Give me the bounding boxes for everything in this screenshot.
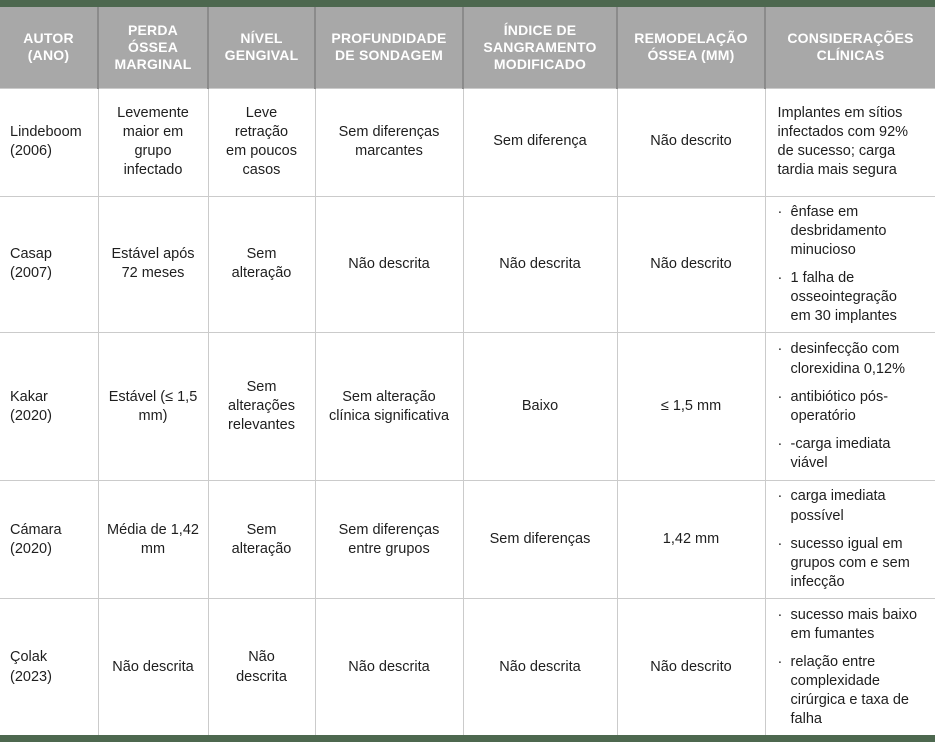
bullet-text: carga imediata possível [790, 488, 886, 524]
cell-remodelacao-ossea: Não descrito [617, 599, 765, 735]
author-year: (2023) [10, 668, 52, 685]
column-header-nivel-gengival: NÍVEL GENGIVAL [208, 7, 315, 88]
header-row [0, 7, 935, 88]
column-header-profundidade-de-sondagem: PROFUNDIDADE DE SONDAGEM [315, 7, 463, 88]
bullet-dot-icon: · [777, 606, 783, 623]
author-year: (2020) [10, 540, 52, 557]
cell-indice-sangramento: Não descrita [463, 196, 617, 333]
bullet-item [778, 340, 920, 378]
cell-consideracoes-clinicas [765, 88, 935, 196]
cell-perda-ossea-marginal: Média de 1,42 mm [98, 481, 208, 599]
bullet-text: antibiótico pós-operatório [790, 388, 889, 424]
column-header-consideracoes-clinicas: CONSIDERAÇÕES CLÍNICAS [765, 7, 935, 88]
bullet-dot-icon: · [777, 203, 783, 220]
cell-autor [0, 88, 98, 196]
bullet-dot-icon: · [777, 269, 783, 286]
table-header [0, 7, 935, 88]
consideracoes-bullet-list [778, 487, 920, 592]
cell-consideracoes-clinicas [765, 599, 935, 735]
cell-consideracoes-clinicas [765, 481, 935, 599]
table-row [0, 599, 935, 735]
cell-perda-ossea-marginal: Levemente maior em grupo infectado [98, 88, 208, 196]
cell-consideracoes-clinicas [765, 196, 935, 333]
author-name: Cámara [10, 521, 62, 538]
cell-indice-sangramento: Não descrita [463, 599, 617, 735]
bullet-text: sucesso igual em grupos com e sem infecção [790, 535, 910, 590]
cell-profundidade-sondagem: Não descrita [315, 599, 463, 735]
cell-perda-ossea-marginal: Não descrita [98, 599, 208, 735]
cell-perda-ossea-marginal: Estável após 72 meses [98, 196, 208, 333]
author-year: (2007) [10, 265, 52, 282]
author-name: Çolak [10, 649, 48, 666]
author-name: Casap [10, 246, 52, 263]
bullet-dot-icon: · [777, 388, 783, 405]
cell-consideracoes-clinicas [765, 333, 935, 481]
cell-profundidade-sondagem: Sem diferenças marcantes [315, 88, 463, 196]
bullet-item [778, 653, 920, 730]
table-body [0, 88, 935, 735]
bullet-item [778, 388, 920, 426]
bullet-dot-icon: · [777, 653, 783, 670]
cell-autor [0, 333, 98, 481]
bullet-dot-icon: · [777, 341, 783, 358]
cell-remodelacao-ossea: 1,42 mm [617, 481, 765, 599]
cell-remodelacao-ossea: ≤ 1,5 mm [617, 333, 765, 481]
bullet-text: relação entre complexidade cirúrgica e taxa de falha [790, 653, 909, 728]
cell-nivel-gengival: Sem alteração [208, 196, 315, 333]
cell-profundidade-sondagem: Sem alteração clínica significativa [315, 333, 463, 481]
cell-nivel-gengival: Sem alteração [208, 481, 315, 599]
table-row [0, 333, 935, 481]
bottom-accent-bar [0, 735, 935, 742]
bullet-dot-icon: · [777, 435, 783, 452]
consideracoes-bullet-list [778, 606, 920, 730]
table-row [0, 88, 935, 196]
cell-perda-ossea-marginal: Estável (≤ 1,5 mm) [98, 333, 208, 481]
bullet-text: -carga imediata viável [790, 435, 891, 471]
consideracoes-bullet-list [778, 340, 920, 473]
bullet-dot-icon: · [777, 488, 783, 505]
cell-autor [0, 481, 98, 599]
author-year: (2006) [10, 143, 52, 159]
top-accent-bar [0, 0, 935, 7]
bullet-item [778, 435, 920, 473]
table-row [0, 481, 935, 599]
column-header-indice-de-sangramento-modificado: ÍNDICE DE SANGRAMENTO MODIFICADO [463, 7, 617, 88]
bullet-text: desinfecção com clorexidina 0,12% [790, 341, 905, 377]
column-header-perda-ossea-marginal: PERDA ÓSSEA MARGINAL [98, 7, 208, 88]
table-row [0, 196, 935, 333]
bullet-item [778, 487, 920, 525]
consideracoes-text: Implantes em sítios infectados com 92% de sucesso; carga tardia mais segura [777, 104, 909, 179]
column-header-autor-ano: AUTOR (ANO) [0, 7, 98, 88]
consideracoes-bullet-list [778, 203, 920, 327]
bullet-text: 1 falha de osseointegração em 30 implantes [790, 269, 897, 325]
author-name: Kakar [10, 388, 48, 405]
cell-indice-sangramento: Sem diferença [463, 88, 617, 196]
bullet-dot-icon: · [777, 535, 783, 552]
bullet-item [778, 535, 920, 592]
cell-nivel-gengival: Não descrita [208, 599, 315, 735]
author-name: Lindeboom [10, 123, 82, 140]
cell-autor [0, 196, 98, 333]
bullet-item [778, 203, 920, 260]
comparison-table [0, 7, 935, 735]
cell-indice-sangramento: Sem diferenças [463, 481, 617, 599]
cell-autor [0, 599, 98, 735]
cell-nivel-gengival: Sem alterações relevantes [208, 333, 315, 481]
cell-remodelacao-ossea: Não descrito [617, 88, 765, 196]
bullet-text: sucesso mais baixo em fumantes [790, 606, 918, 642]
cell-indice-sangramento: Baixo [463, 333, 617, 481]
cell-profundidade-sondagem: Não descrita [315, 196, 463, 333]
author-year: (2020) [10, 407, 52, 424]
cell-profundidade-sondagem: Sem diferenças entre grupos [315, 481, 463, 599]
bullet-item [778, 606, 920, 644]
cell-remodelacao-ossea: Não descrito [617, 196, 765, 333]
table-wrap [0, 7, 935, 735]
bullet-item [778, 269, 920, 326]
column-header-remodelacao-ossea-mm: REMODELAÇÃO ÓSSEA (MM) [617, 7, 765, 88]
bullet-text: ênfase em desbridamento minucioso [790, 203, 887, 258]
cell-nivel-gengival: Leve retração em poucos casos [208, 88, 315, 196]
